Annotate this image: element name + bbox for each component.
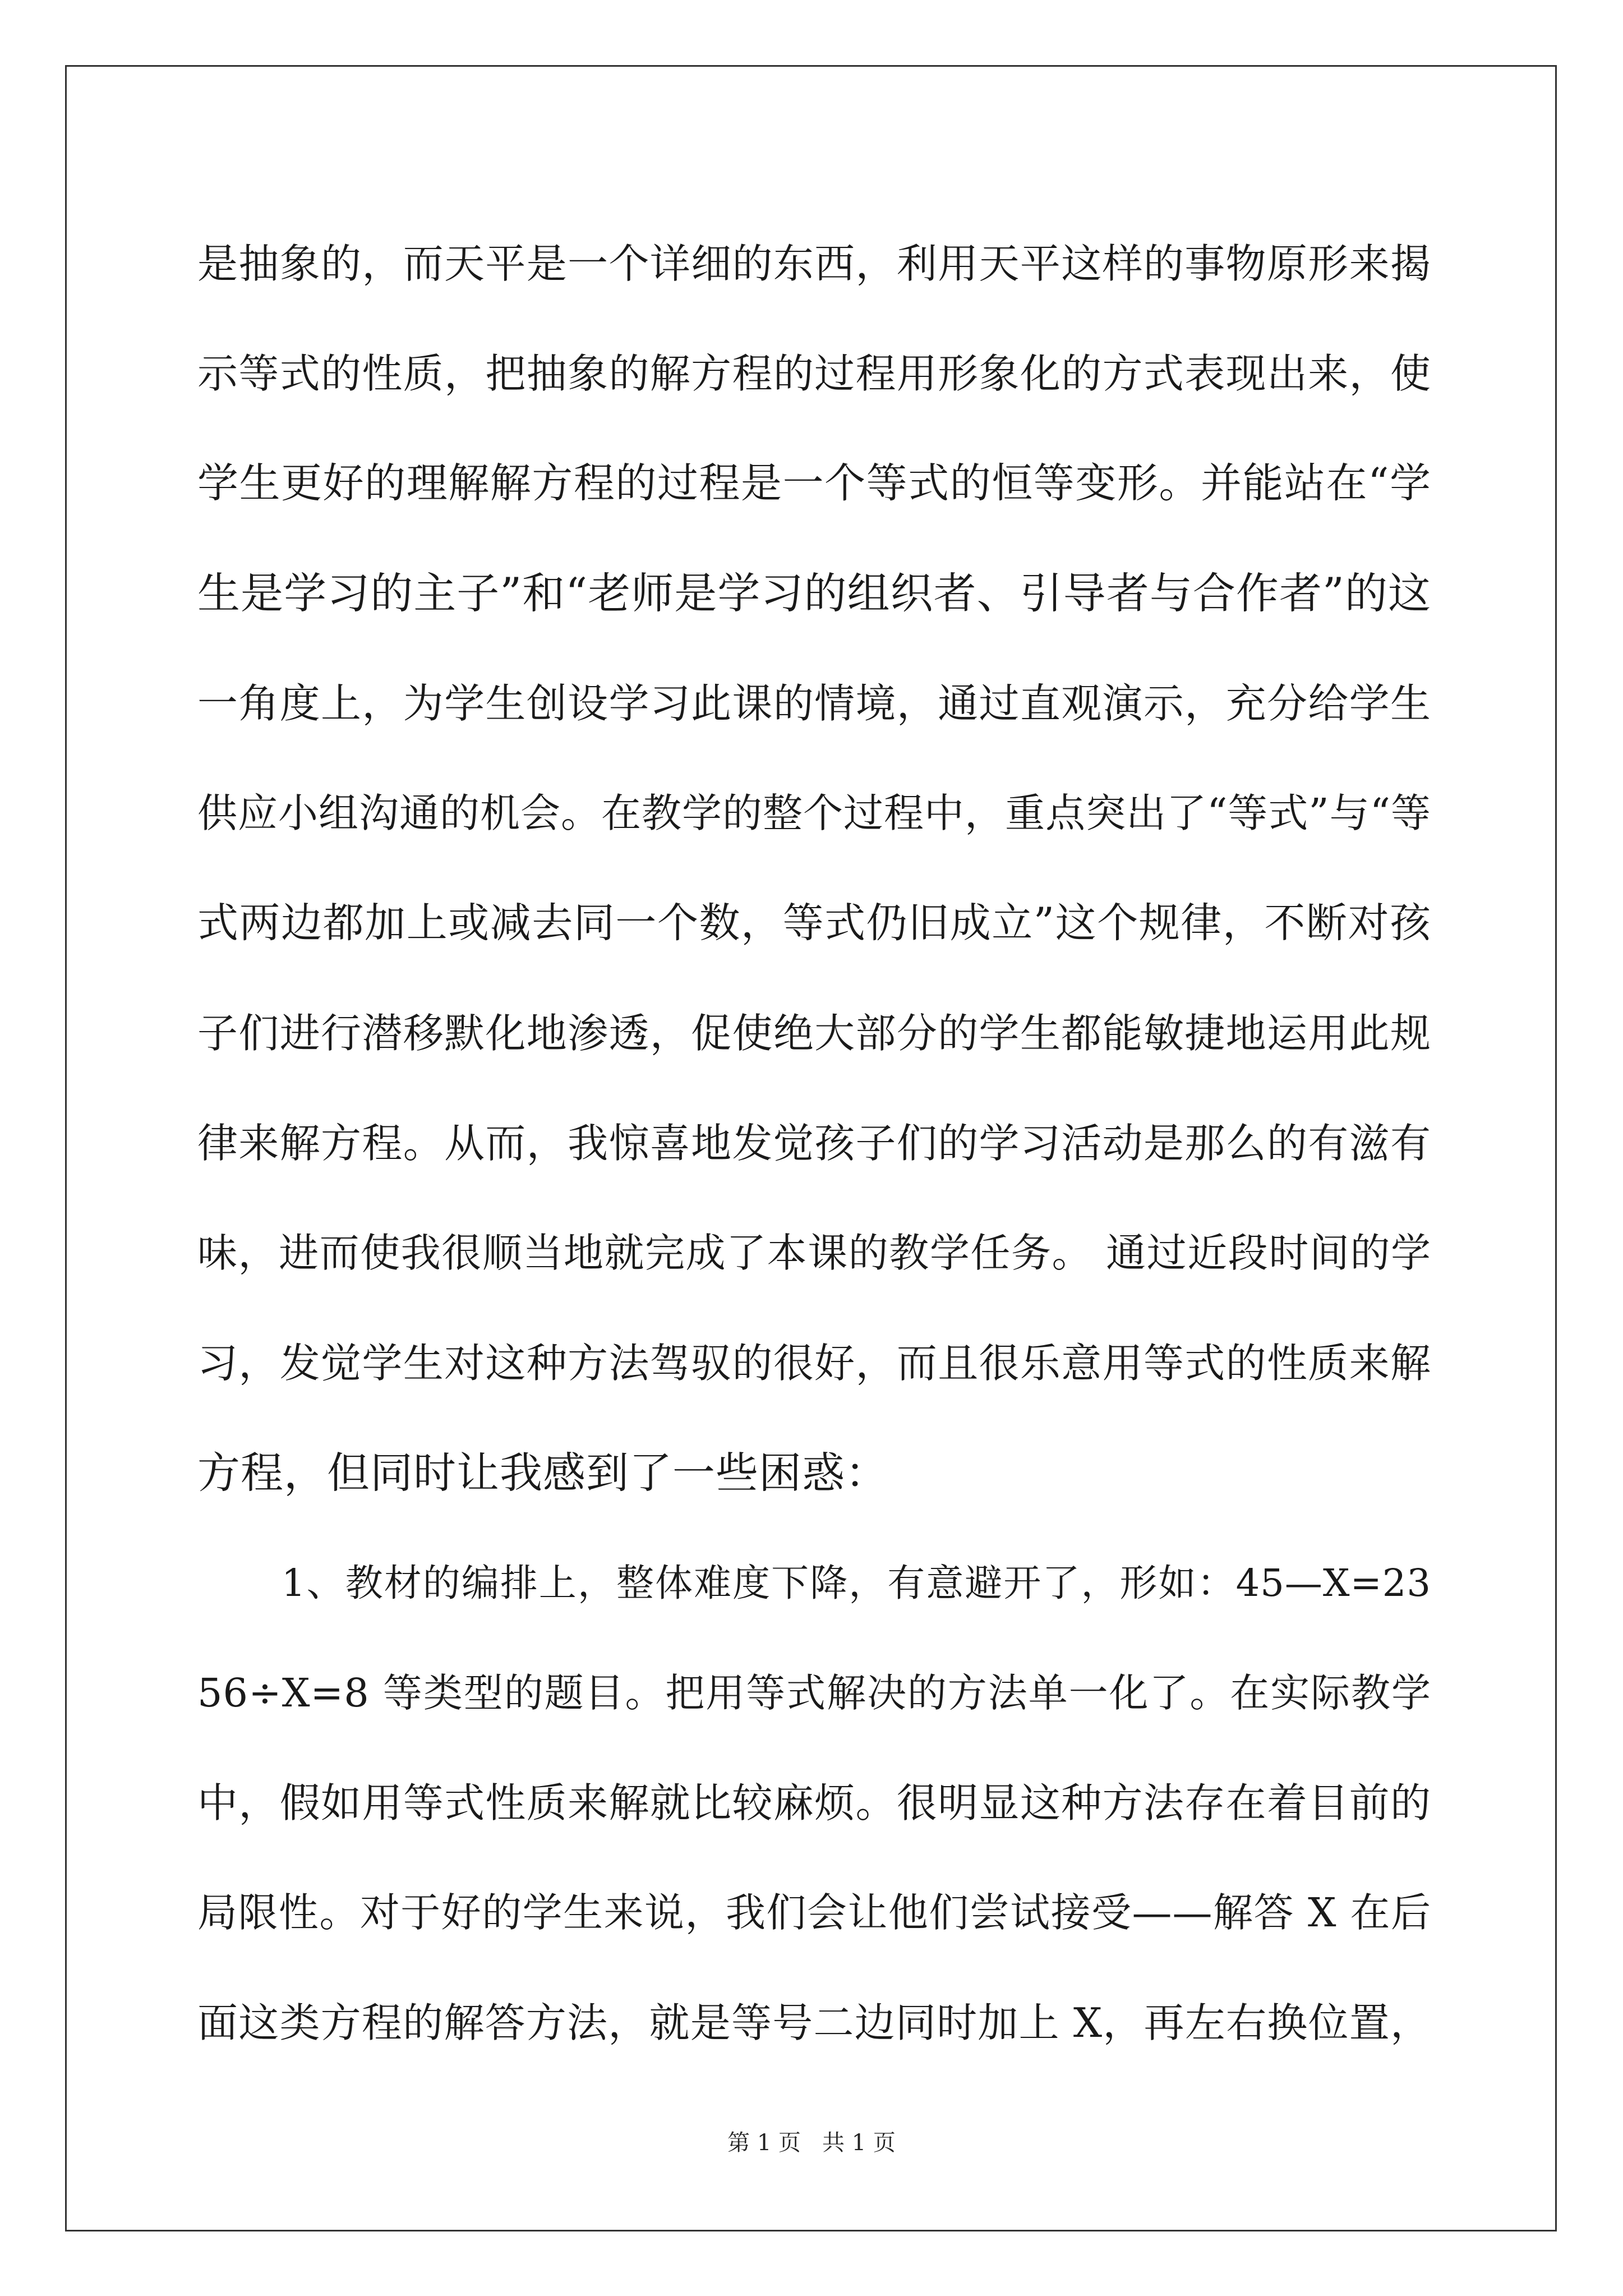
- text-line: 味，进而使我很顺当地就完成了本课的教学任务。 通过近段时间的学: [197, 1230, 1431, 1276]
- text-line: 56÷X=8 等类型的题目。把用等式解决的方法单一化了。在实际教学: [197, 1670, 1431, 1716]
- text-line: 式两边都加上或减去同一个数，等式仍旧成立”这个规律，不断对孩: [197, 899, 1431, 947]
- text-line: 局限性。对于好的学生来说，我们会让他们尝试接受——解答 X 在后: [197, 1889, 1431, 1936]
- text-line: 生是学习的主子”和“老师是学习的组织者、引导者与合作者”的这: [197, 568, 1431, 618]
- text-line: 供应小组沟通的机会。在教学的整个过程中，重点突出了“等式”与“等: [197, 790, 1431, 836]
- page-number: 第 1 页: [727, 2130, 801, 2156]
- text-line: 面这类方程的解答方法，就是等号二边同时加上 X，再左右换位置，: [197, 1999, 1431, 2046]
- text-line: 律来解方程。从而，我惊喜地发觉孩子们的学习活动是那么的有滋有: [197, 1120, 1431, 1167]
- text-line: 示等式的性质，把抽象的解方程的过程用形象化的方式表现出来，使: [197, 350, 1431, 397]
- page-count: 共 1 页: [822, 2130, 896, 2156]
- text-line: 习，发觉学生对这种方法驾驭的很好，而且很乐意用等式的性质来解: [197, 1340, 1431, 1387]
- text-line: 方程，但同时让我感到了一些困惑：: [197, 1448, 888, 1498]
- text-line: 中，假如用等式性质来解就比较麻烦。很明显这种方法存在着目前的: [197, 1779, 1431, 1826]
- page-footer: [0, 2127, 1623, 2159]
- text-line: 子们进行潜移默化地渗透，促使绝大部分的学生都能敏捷地运用此规: [197, 1010, 1431, 1057]
- text-line: 学生更好的理解解方程的过程是一个等式的恒等变形。并能站在“学: [197, 459, 1431, 507]
- text-line: 一角度上，为学生创设学习此课的情境，通过直观演示，充分给学生: [197, 680, 1431, 727]
- document-body: [197, 209, 1431, 2078]
- text-line: 1、教材的编排上，整体难度下降，有意避开了，形如：45—X=23: [282, 1561, 1431, 1605]
- text-line: 是抽象的，而天平是一个详细的东西，利用天平这样的事物原形来揭: [197, 240, 1431, 287]
